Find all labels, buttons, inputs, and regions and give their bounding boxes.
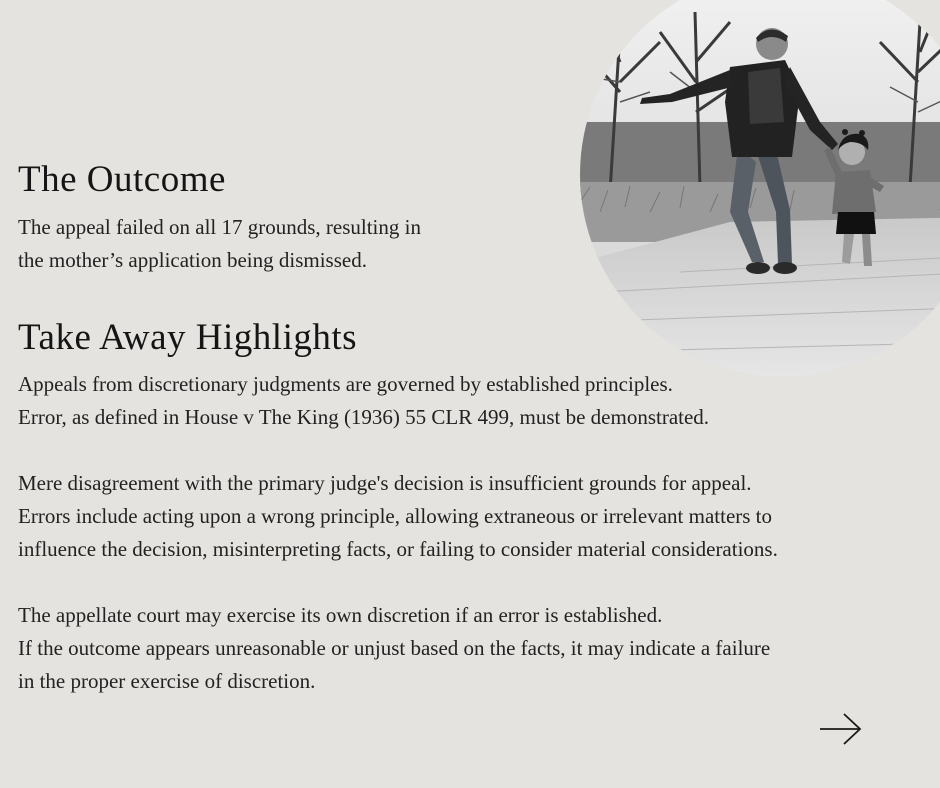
takeaway-text-line: The appellate court may exercise its own discretion if an error is established. [18,603,663,627]
takeaway-text-line: in the proper exercise of discretion. [18,669,316,693]
hero-photo [580,0,940,377]
takeaway-text-line: Appeals from discretionary judgments are governed by established principles. [18,372,673,396]
takeaway-text-line: If the outcome appears unreasonable or unjust based on the facts, it may indicate a failure [18,636,771,660]
takeaway-text-line: Errors include acting upon a wrong principle, allowing extraneous or irrelevant matters to [18,504,773,528]
outcome-text-line: The appeal failed on all 17 grounds, resulting in [18,215,421,239]
outcome-heading: The Outcome [18,159,226,200]
takeaway-text-line: Error, as defined in House v The King (1936) 55 CLR 499, must be demonstrated. [18,405,710,429]
photo-father-child-icon [580,0,940,377]
takeaway-text-line: influence the decision, misinterpreting facts, or failing to consider material considerations. [18,537,778,561]
arrow-right-icon [818,712,864,746]
takeaway-text-line: Mere disagreement with the primary judge's decision is insufficient grounds for appeal. [18,471,752,495]
next-button[interactable] [818,712,864,746]
takeaway-heading: Take Away Highlights [18,317,358,358]
outcome-text-line: the mother’s application being dismissed. [18,248,367,272]
